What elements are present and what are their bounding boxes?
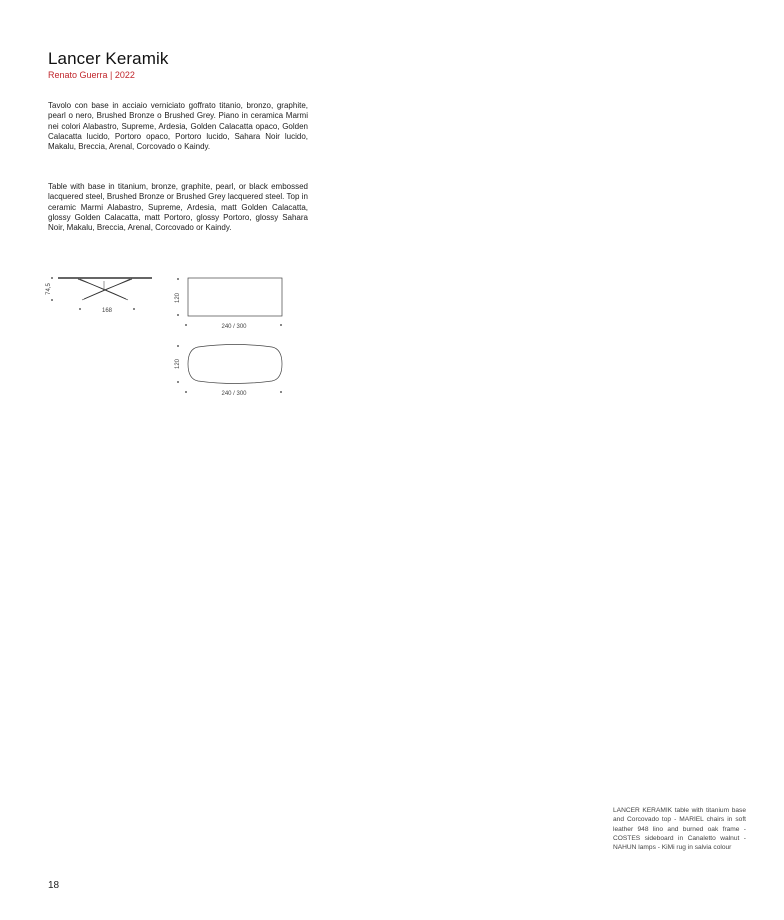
page-title: Lancer Keramik (48, 49, 169, 68)
page-number: 18 (48, 880, 60, 891)
description-italian: Tavolo con base in acciaio verniciato goffrato titanio, bronzo, graphite, pearl o nero, Brushed Bronze o Brushed Grey. Piano in ceramica Marmi nei colori Alabastro, Supreme, Ardesia, Golden Calacatta opaco, Golden Calacatta lucido, Portoro opaco, Portoro lucido, Sahara Noir lucido, Makalu, Breccia, Arenal, Corcovado o Kaindy. (48, 101, 308, 152)
barrel-top-drawing (170, 341, 290, 401)
side-width-label: 168 (101, 308, 113, 314)
barrel-length-label: 240 / 300 (221, 391, 247, 397)
rect-length-label: 240 / 300 (221, 324, 247, 330)
description-english: Table with base in titanium, bronze, graphite, pearl, or black embossed lacquered steel, Brushed Bronze or Brushed Grey lacquered steel. Top in ceramic Marmi Alabastro, Supreme, Ardesia, matt Golden Calacatta, glossy Golden Calacatta, matt Portoro, glossy Portoro, glossy Sahara Noir, Makalu, Breccia, Arenal, Corcovado or Kaindy. (48, 182, 308, 233)
barrel-depth-label: 120 (175, 358, 181, 370)
rect-depth-label: 120 (175, 292, 181, 304)
photo-caption: LANCER KERAMIK table with titanium base and Corcovado top - MARIEL chairs in soft leather 948 lino and burned oak frame - COSTES sideboard in Canaletto walnut - NAHUN lamps - KiMi rug in salvia colour (613, 807, 746, 852)
rectangular-top-drawing (170, 274, 290, 334)
designer-year: Renato Guerra | 2022 (48, 70, 135, 80)
side-view-drawing (40, 272, 170, 322)
side-height-label: 74,5 (46, 283, 52, 295)
